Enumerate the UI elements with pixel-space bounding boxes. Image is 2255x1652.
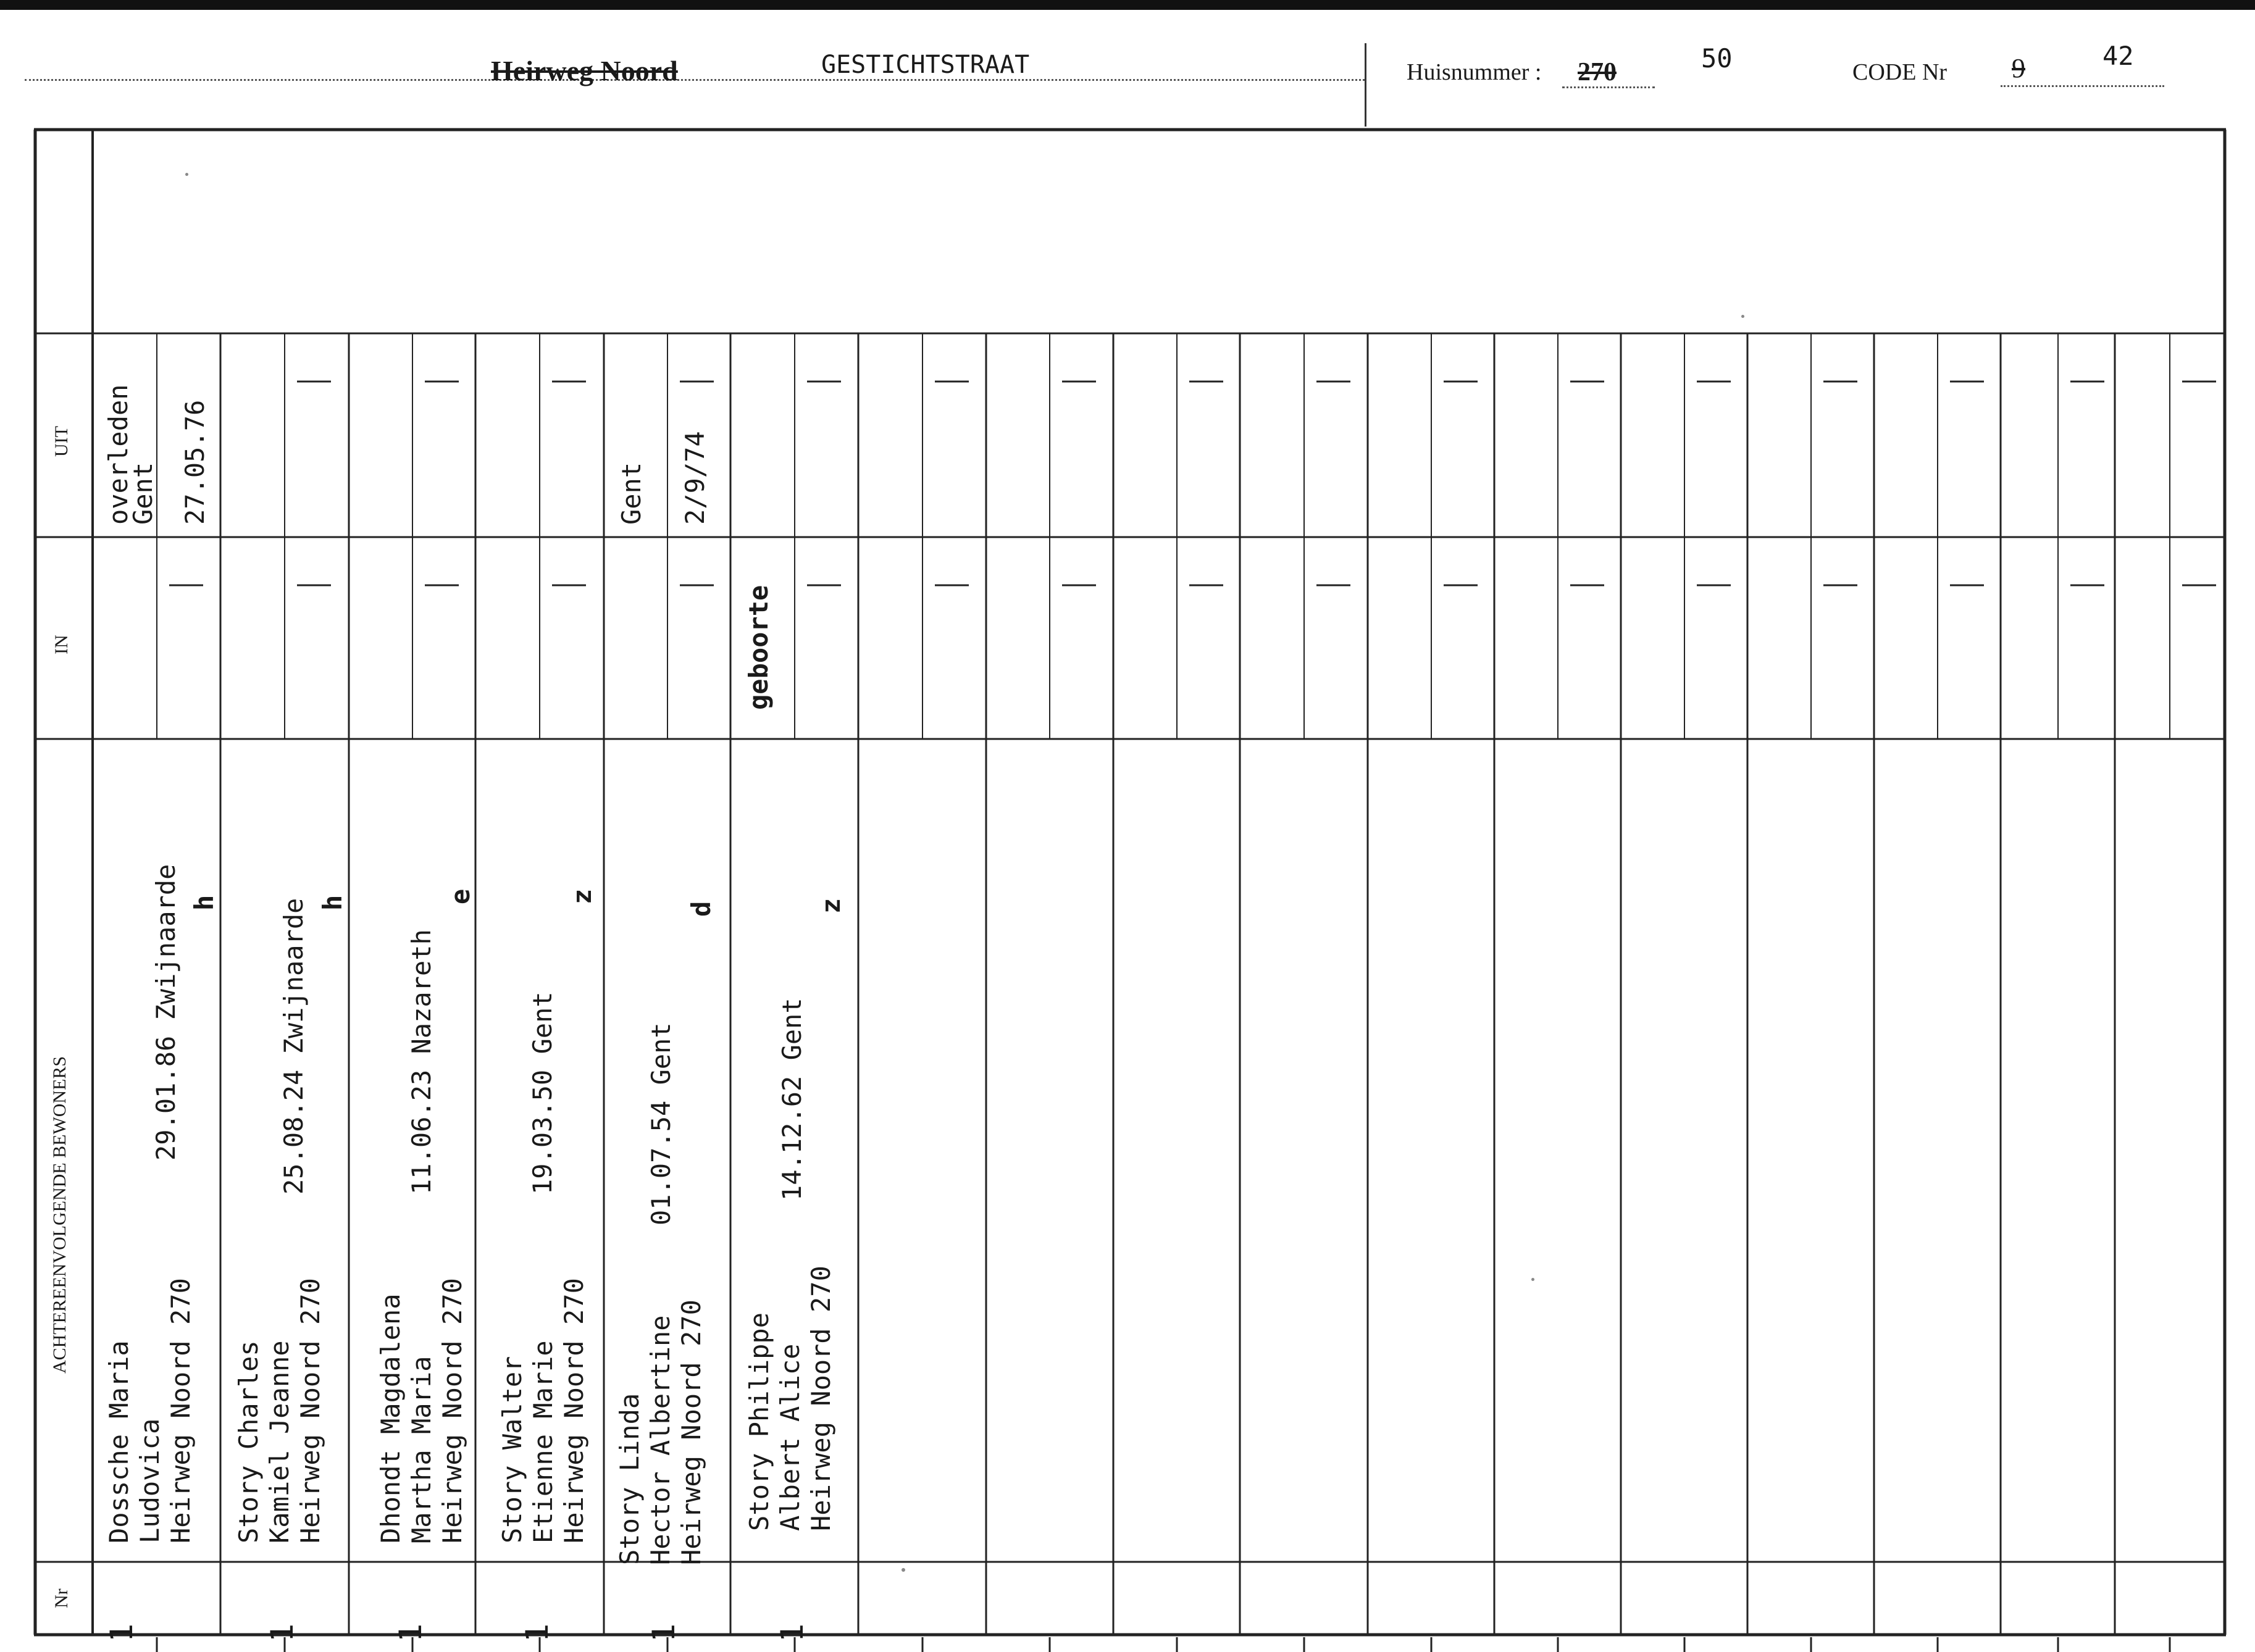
entry-5-name: Story Linda Hector Albertine Heirweg Noord 270 [614,1299,706,1565]
bewoners-section-label: ACHTEREENVOLGENDE BEWONERS [49,1056,70,1374]
code-number-new: 42 [2102,41,2134,71]
entry-6-birth: 14.12.62 Gent [777,998,807,1201]
scan-speck [902,1568,905,1572]
entry-4-name: Story Walter Etienne Marie Heirweg Noord 270 [497,1278,589,1543]
entry-5-code: d [686,901,716,917]
entry-3-birth: 11.06.23 Nazareth [406,929,437,1195]
entry-3-code: e [445,888,475,904]
entry-1-birth: 29.01.86 Zwijnaarde [151,864,181,1161]
street-name-new: GESTICHTSTRAAT [821,51,1030,79]
entry-4-code: z [567,888,597,904]
scan-speck [1741,315,1744,318]
entry-1-uit-date: 27.05.76 [180,399,210,525]
entry-1-uit-reason: overleden Gent [103,384,158,525]
nr-section-label: Nr [51,1588,72,1608]
entry-1-nr: 1 [104,1623,140,1642]
entry-2-birth: 25.08.24 Zwijnaarde [278,898,309,1195]
street-name-old: Heirweg Noord [491,55,678,86]
entry-5-birth: 01.07.54 Gent [646,1022,676,1225]
code-number-old: 9 [2012,53,2025,83]
entry-6-name: Story Philippe Albert Alice Heirweg Noord 270 [744,1266,836,1531]
entry-6-nr: 1 [774,1623,810,1642]
scan-speck [185,173,188,176]
entry-6-in-reason: geboorte [743,585,774,710]
code-number-label: CODE Nr [1852,59,1948,85]
house-number-label: Huisnummer : [1407,59,1542,85]
entry-3-nr: 1 [393,1623,429,1642]
in-section-label: IN [51,635,72,654]
entry-3-name: Dhondt Magdalena Martha Maria Heirweg Noord 270 [375,1278,467,1543]
entry-6-code: z [816,898,846,914]
entry-2-name: Story Charles Kamiel Jeanne Heirweg Noord 270 [233,1278,325,1543]
house-number-old: 270 [1578,58,1617,86]
entry-4-nr: 1 [519,1623,555,1642]
house-number-new: 50 [1701,43,1733,73]
entry-1-name: Dossche Maria Ludovica Heirweg Noord 270 [104,1278,196,1543]
entry-2-code: h [317,895,348,911]
scan-speck [1531,1278,1534,1281]
entry-4-birth: 19.03.50 Gent [527,991,558,1195]
entry-1-code: h [189,895,219,911]
entry-5-nr: 1 [646,1623,682,1642]
entry-5-uit-date: 2/9/74 [680,431,710,525]
entry-2-nr: 1 [264,1623,300,1642]
entry-5-uit-place: Gent [616,462,646,525]
uit-section-label: UIT [51,426,72,457]
